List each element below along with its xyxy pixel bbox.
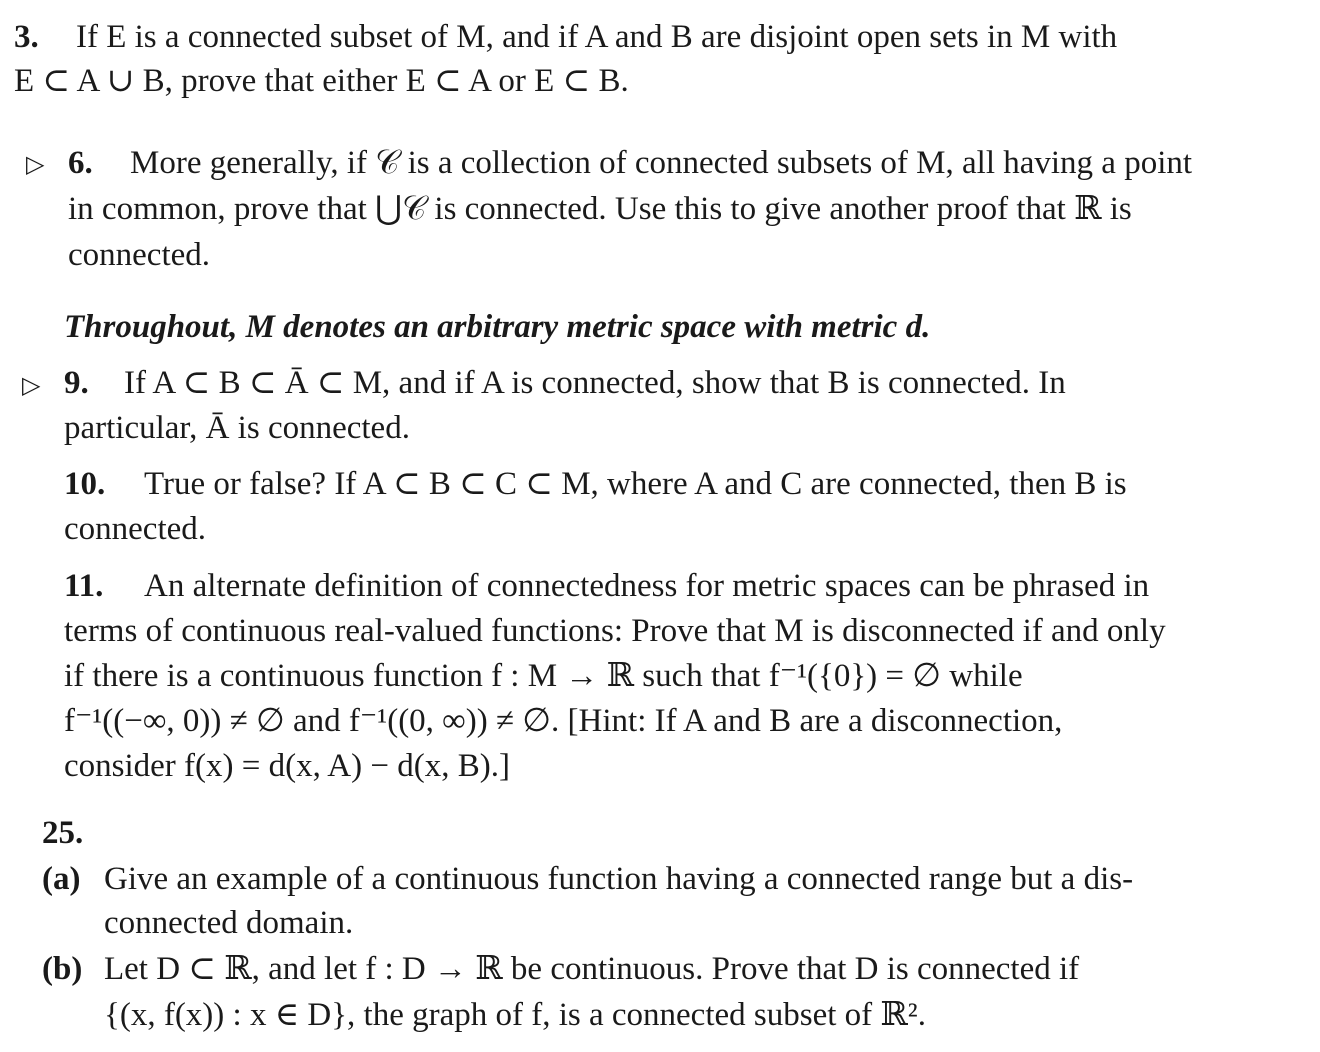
problem-text-line: True or false? If A ⊂ B ⊂ C ⊂ M, where A and C are connected, then B is — [144, 466, 1127, 502]
problem-number: 25. — [42, 815, 84, 851]
starred-marker-icon: ▷ — [22, 373, 41, 399]
starred-marker-icon: ▷ — [26, 152, 45, 178]
section-intro: Throughout, M denotes an arbitrary metric space with metric d. — [64, 309, 931, 345]
problem-text-line: consider f(x) = d(x, A) − d(x, B).] — [64, 748, 510, 784]
problem-text-line: If A ⊂ B ⊂ Ā ⊂ M, and if A is connected, show that B is connected. In — [124, 365, 1066, 401]
problem-text-line: Let D ⊂ ℝ, and let f : D → ℝ be continuous. Prove that D is connected if — [104, 951, 1080, 987]
problem-text-line: f⁻¹((−∞, 0)) ≠ ∅ and f⁻¹((0, ∞)) ≠ ∅. [Hint: If A and B are a disconnection, — [64, 703, 1063, 739]
problem-text-line: terms of continuous real-valued functions: Prove that M is disconnected if and only — [64, 613, 1166, 649]
part-label: (a) — [42, 861, 81, 897]
problem-text-line: if there is a continuous function f : M → ℝ such that f⁻¹({0}) = ∅ while — [64, 658, 1023, 694]
problem-number: 9. — [64, 365, 89, 401]
problem-text-line: connected. — [64, 511, 207, 547]
problem-number: 3. — [14, 19, 39, 55]
problem-text-line: particular, Ā is connected. — [64, 410, 410, 446]
part-label: (b) — [42, 951, 83, 987]
problem-text-line: connected domain. — [104, 905, 354, 941]
problem-number: 11. — [64, 568, 104, 604]
problem-text-line: {(x, f(x)) : x ∈ D}, the graph of f, is a connected subset of ℝ². — [104, 997, 926, 1033]
problem-text-line: Give an example of a continuous function having a connected range but a dis- — [104, 861, 1134, 897]
problem-number: 10. — [64, 466, 106, 502]
problem-text-line: in common, prove that ⋃𝒞 is connected. Use this to give another proof that ℝ is — [68, 191, 1132, 227]
problem-text-line: E ⊂ A ∪ B, prove that either E ⊂ A or E ⊂ B. — [14, 63, 629, 99]
problem-text-line: connected. — [68, 237, 211, 273]
problem-text-line: An alternate definition of connectedness for metric spaces can be phrased in — [144, 568, 1150, 604]
problem-text-line: More generally, if 𝒞 is a collection of connected subsets of M, all having a point — [130, 145, 1193, 181]
problem-text-line: If E is a connected subset of M, and if A and B are disjoint open sets in M with — [76, 19, 1118, 55]
problem-number: 6. — [68, 145, 93, 181]
